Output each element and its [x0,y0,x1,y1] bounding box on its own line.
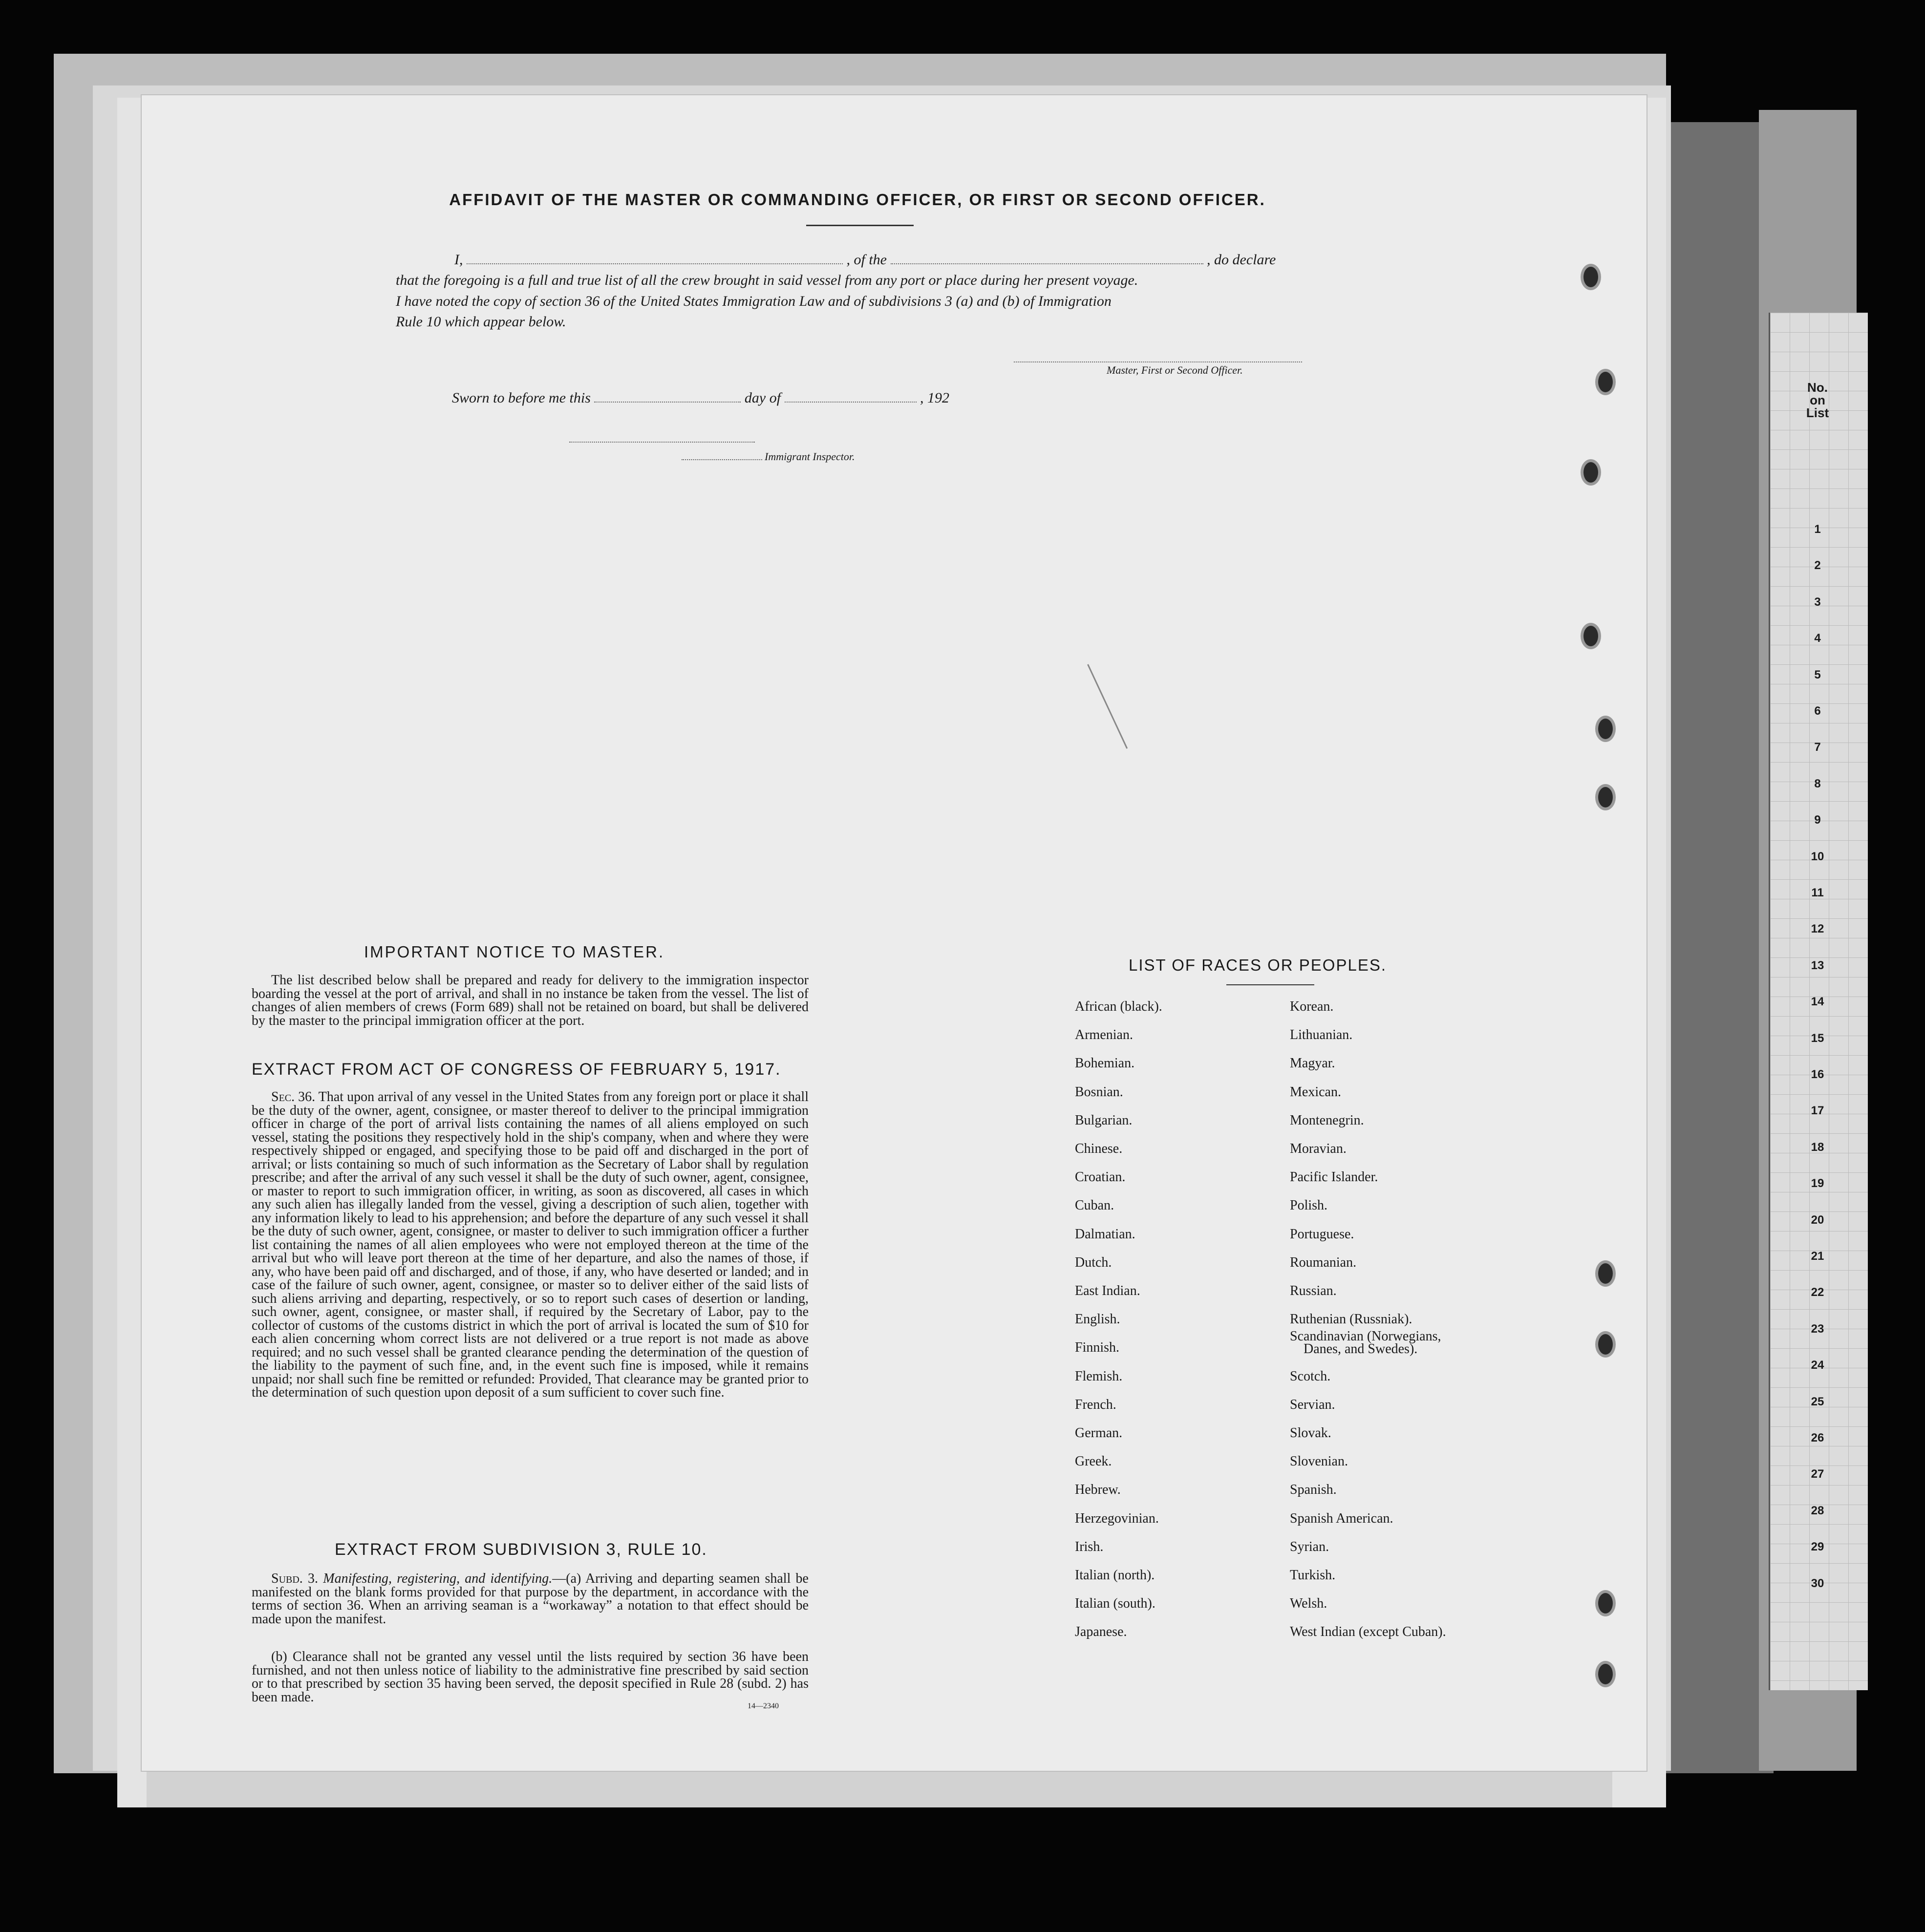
list-number: 16 [1811,1068,1824,1081]
race-item: Spanish. [1290,1482,1337,1498]
list-number: 29 [1811,1540,1824,1554]
race-item: Slovak. [1290,1425,1331,1441]
race-item: West Indian (except Cuban). [1290,1624,1446,1640]
list-number: 28 [1811,1504,1824,1517]
list-number: 13 [1811,958,1824,972]
list-number: 1 [1814,523,1821,536]
race-item: Finnish. [1075,1340,1120,1356]
races-rule [1226,984,1314,985]
race-item: Cuban. [1075,1198,1114,1213]
list-number: 27 [1811,1467,1824,1481]
punch-hole [1595,1260,1616,1287]
sworn-month-blank[interactable] [785,391,917,403]
race-item: Polish. [1290,1198,1328,1213]
race-item: Bosnian. [1075,1084,1123,1100]
list-number: 8 [1814,777,1821,790]
rule-extract-title: EXTRACT FROM SUBDIVISION 3, RULE 10. [335,1540,707,1559]
race-item: Servian. [1290,1397,1335,1412]
list-number: 7 [1814,741,1821,754]
punch-hole [1595,784,1616,810]
act-extract-title: EXTRACT FROM ACT OF CONGRESS OF FEBRUARY 5, 1917. [252,1060,781,1079]
race-item: Spanish American. [1290,1510,1393,1526]
punch-hole [1595,1331,1616,1358]
race-item: Pacific Islander. [1290,1169,1378,1185]
race-item: Italian (south). [1075,1596,1155,1612]
list-number: 25 [1811,1395,1824,1408]
race-item: Japanese. [1075,1624,1127,1640]
race-item: Portuguese. [1290,1226,1354,1242]
affidavit-line-3: I have noted the copy of section 36 of the United States Immigration Law and of subdivisions 3 (a) and (b) of Immigration [396,293,1112,309]
race-item: Slovenian. [1290,1454,1348,1469]
list-number: 21 [1811,1250,1824,1263]
section-label: Sec. 36. [271,1089,316,1104]
affidavit-do-declare: , do declare [1207,252,1276,268]
punch-hole [1595,1590,1616,1616]
affidavit-i: I, [454,252,463,268]
sworn-line [452,390,949,406]
title-rule [806,225,914,226]
race-item: Scotch. [1290,1368,1331,1384]
document-page [142,95,1647,1771]
list-number: 30 [1811,1576,1824,1590]
list-number: 6 [1814,704,1821,718]
affidavit-line-2: that the foregoing is a full and true list of all the crew brought in said vessel from any port or place during her present voyage. [396,272,1138,288]
race-item: Welsh. [1290,1596,1327,1612]
race-item: Magyar. [1290,1056,1335,1071]
list-number: 20 [1811,1213,1824,1227]
subd-heading: Manifesting, registering, and identifying. [323,1571,553,1586]
race-item: Bulgarian. [1075,1112,1133,1128]
list-number: 4 [1814,632,1821,645]
list-number: 14 [1811,995,1824,1009]
race-item: Korean. [1290,999,1334,1014]
section-36-text [252,1090,809,1400]
inspector-signature-line-2[interactable] [682,448,762,460]
race-item: Italian (north). [1075,1568,1155,1583]
list-number: 9 [1814,813,1821,827]
list-number: 12 [1811,922,1824,936]
race-item: French. [1075,1397,1116,1412]
list-number: 2 [1814,559,1821,573]
affidavit-line-4: Rule 10 which appear below. [396,314,566,330]
race-item: Syrian. [1290,1539,1329,1554]
race-item: Herzegovinian. [1075,1510,1159,1526]
race-item: English. [1075,1312,1120,1327]
notice-title: IMPORTANT NOTICE TO MASTER. [364,943,665,961]
list-number: 11 [1811,886,1824,899]
punch-hole [1595,716,1616,742]
subd-para-a: —(a) Arriving and departing seamen shall be manifested on the blank forms provided for that purpose by the department, in accordance with the terms of section 36. When an arriving seaman is a “workaway” a notation to that effect should be made upon the manifest. [252,1571,809,1627]
race-item: Irish. [1075,1539,1104,1554]
section-body: That upon arrival of any vessel in the United States from any foreign port or place it shall be the duty of the owner, agent, consignee, or master thereof to deliver to the principal immigration officer in charge of the port of arrival lists containing the names of all aliens employed on such vessel, stating the positions they respectively hold in the ship's company, when and where they were respectively shipped or engaged, and specifying those to be paid off and discharged in the port of arrival; or lists containing so much of such information as the Secretary of Labor shall by regulation prescribe; and after the arrival of any such vessel it shall be the duty of such owner, agent, consignee, or master to report to such immigration officer, in writing, as soon as discovered, all cases in which any such alien has illegally landed from the vessel, giving a description of such alien, together with any information likely to lead to his apprehension; and before the departure of any such vessel it shall be the duty of such owner, agent, consignee, or master to deliver to such immigration officer a further list containing the names of all alien employees who were not employed thereon at the time of the arrival but who will leave port thereon at the time of her departure, and also the names of those, if any, who have been paid off and discharged, and of those, if any, who have deserted or landed; and in case of the failure of such owner, agent, consignee, or master so to deliver either of the said lists of such aliens arriving and departing, respectively, or so to report such cases of desertion or landing, such owner, agent, consignee, or master shall, if required by the Secretary of Labor, pay to the collector of customs of the customs district in which the port of arrival is located the sum of $10 for each alien concerning whom correct lists are not delivered or a true report is not made as above required; and no such vessel shall be granted clearance pending the determination of the question of the liability to the payment of such fine, and, in the event such fine is imposed, while it remains unpaid; nor shall such fine be remitted or refunded: Provided, That clearance may be granted prior to the determination of such question upon deposit of a sum sufficient to cover such fine. [252,1089,809,1400]
list-number: 3 [1814,595,1821,609]
race-item: Armenian. [1075,1027,1133,1043]
race-item: Dutch. [1075,1254,1112,1270]
notice-text: The list described below shall be prepared and ready for delivery to the immigration inspector boarding the vessel at the port of arrival, and shall in no instance be taken from the vessel. The list of changes of alien members of crews (Form 689) shall not be retained on board, but shall be delivered by the master to the principal immigration officer at the port. [252,973,809,1028]
master-signature-line[interactable] [1014,351,1302,362]
list-number: 26 [1811,1431,1824,1444]
list-number: 22 [1811,1286,1824,1299]
race-item: Roumanian. [1290,1254,1357,1270]
affidavit-title: AFFIDAVIT OF THE MASTER OR COMMANDING OFFICER, OR FIRST OR SECOND OFFICER. [449,191,1266,209]
name-blank[interactable] [467,253,843,264]
race-item: Hebrew. [1075,1482,1121,1498]
vessel-blank[interactable] [891,253,1203,264]
race-item: Greek. [1075,1454,1112,1469]
list-number: 18 [1811,1140,1824,1154]
sworn-year: , 192 [920,390,950,406]
list-number: 19 [1811,1177,1824,1190]
sworn-day-blank[interactable] [594,391,741,403]
sworn-day-of: day of [744,390,781,406]
race-item: Scandinavian (Norwegians, Danes, and Swedes). [1290,1329,1441,1357]
master-caption: Master, First or Second Officer. [1107,364,1243,376]
inspector-caption: Immigrant Inspector. [765,450,855,463]
inspector-signature-line-1[interactable] [569,431,755,443]
race-item: Turkish. [1290,1568,1336,1583]
race-item: East Indian. [1075,1283,1140,1298]
races-title: LIST OF RACES OR PEOPLES. [1129,956,1387,974]
list-number: 15 [1811,1031,1824,1045]
form-number: 14—2340 [748,1702,779,1710]
race-item: Ruthenian (Russniak). [1290,1312,1412,1327]
punch-hole [1581,264,1601,290]
subd-label: Subd. 3. [271,1571,319,1586]
race-item: Bohemian. [1075,1056,1135,1071]
race-item: Russian. [1290,1283,1337,1298]
race-item: Montenegrin. [1290,1112,1364,1128]
list-number: 5 [1814,668,1821,681]
subdivision-b-text: (b) Clearance shall not be granted any vessel until the lists required by section 36 have been furnished, and not then unless notice of liability to the administrative fine prescribed by said section or to that prescribed by section 35 having been served, the deposit specified in Rule 28 (subd. 2) has been made. [252,1649,809,1705]
race-item: Chinese. [1075,1141,1123,1156]
race-item: German. [1075,1425,1123,1441]
list-number: 23 [1811,1322,1824,1336]
race-item: Croatian. [1075,1169,1126,1185]
race-item: Moravian. [1290,1141,1347,1156]
list-number: 10 [1811,849,1824,863]
race-item: Lithuanian. [1290,1027,1353,1043]
list-number-header: No. on List [1806,380,1829,420]
subdivision-a-text [252,1572,809,1626]
race-item: Mexican. [1290,1084,1341,1100]
punch-hole [1595,1661,1616,1687]
affidavit-line-1 [454,252,1276,268]
list-number: 24 [1811,1359,1824,1372]
list-number: 17 [1811,1104,1824,1118]
affidavit-of-the: , of the [846,252,887,268]
race-item: Dalmatian. [1075,1226,1135,1242]
race-item: Flemish. [1075,1368,1123,1384]
race-item: African (black). [1075,999,1162,1014]
punch-hole [1595,369,1616,395]
punch-hole [1581,459,1601,486]
punch-hole [1581,623,1601,649]
sworn-text: Sworn to before me this [452,390,591,406]
